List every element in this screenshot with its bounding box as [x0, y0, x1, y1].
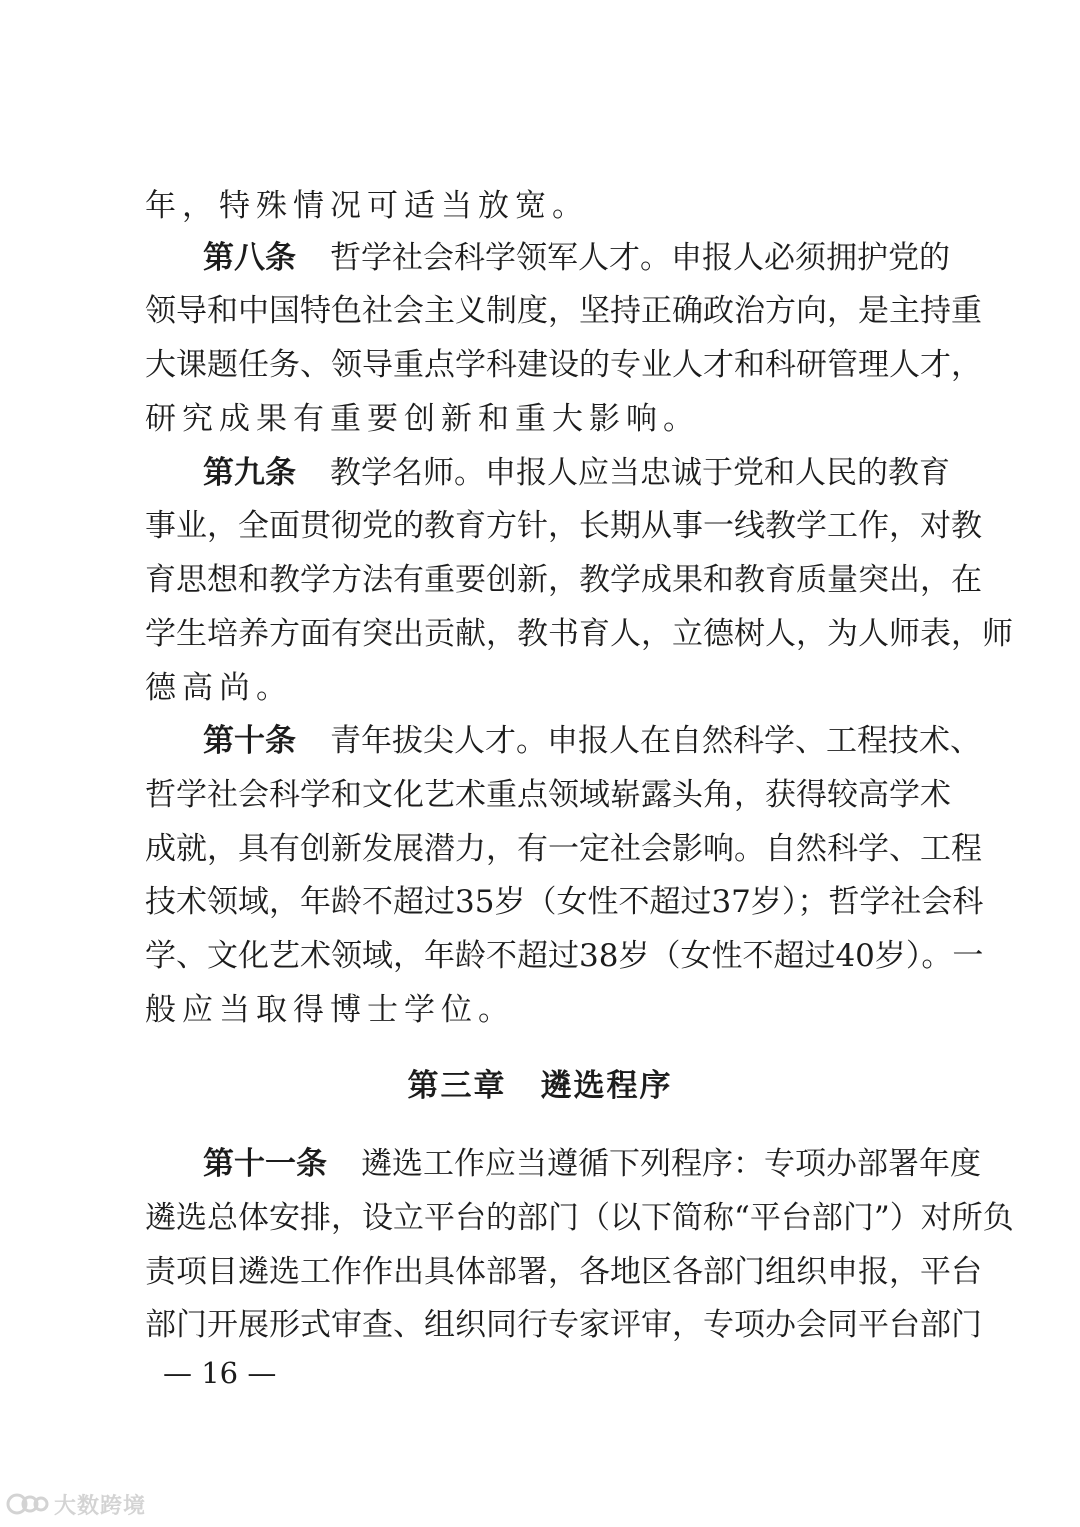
- chapter-number: 第三章: [407, 1068, 507, 1104]
- text-line: [145, 929, 984, 983]
- line-text: 成就，具有创新发展潜力，有一定社会影响。自然科学、工程: [145, 831, 982, 867]
- text-line: [145, 983, 935, 1037]
- text-line: [145, 1298, 982, 1352]
- line-text: 技术领域，年龄不超过35岁（女性不超过37岁）；哲学社会科: [145, 884, 984, 920]
- line-text: 部门开展形式审查、组织同行专家评审，专项办会同平台部门: [145, 1307, 982, 1343]
- text-line: [145, 1245, 982, 1299]
- line-text: 遴选工作应当遵循下列程序：专项办部署年度: [361, 1146, 981, 1182]
- article-11-heading-line: [203, 1137, 981, 1191]
- article-9-heading-line: [203, 446, 950, 500]
- watermark-logo-icon: [6, 1490, 50, 1518]
- text-line: [145, 768, 951, 822]
- line-text: 教学名师。申报人应当忠诚于党和人民的教育: [330, 455, 950, 491]
- article-label: 第十条: [203, 723, 296, 759]
- text-line: [145, 875, 984, 929]
- text-line: [145, 392, 935, 446]
- line-text: 哲学社会科学和文化艺术重点领域崭露头角，获得较高学术: [145, 777, 951, 813]
- article-8-heading-line: [203, 231, 950, 285]
- line-text: 德高尚。: [145, 670, 293, 706]
- article-label: 第十一条: [203, 1146, 327, 1182]
- line-text: 研究成果有重要创新和重大影响。: [145, 401, 700, 437]
- text-line: [145, 607, 1013, 661]
- text-line: [145, 661, 935, 715]
- text-line: [145, 822, 982, 876]
- text-line: [145, 338, 982, 392]
- line-text: 哲学社会科学领军人才。申报人必须拥护党的: [330, 240, 950, 276]
- page-number: — 16 —: [163, 1356, 277, 1390]
- article-10-heading-line: [203, 714, 981, 768]
- chapter-title: 遴选程序: [540, 1068, 673, 1104]
- chapter-heading: [0, 1056, 1080, 1116]
- line-text: 领导和中国特色社会主义制度，坚持正确政治方向，是主持重: [145, 293, 982, 329]
- line-text: 年，特殊情况可适当放宽。: [145, 188, 589, 224]
- article-label: 第九条: [203, 455, 296, 491]
- line-text: 责项目遴选工作作出具体部署，各地区各部门组织申报，平台: [145, 1254, 982, 1290]
- line-text: 大课题任务、领导重点学科建设的专业人才和科研管理人才，: [145, 347, 982, 383]
- text-line: [145, 179, 935, 233]
- text-line: [145, 1191, 1014, 1245]
- line-text: 遴选总体安排，设立平台的部门（以下简称“平台部门”）对所负: [145, 1200, 1014, 1236]
- line-text: 学、文化艺术领域，年龄不超过38岁（女性不超过40岁）。一: [145, 938, 984, 974]
- line-text: 青年拔尖人才。申报人在自然科学、工程技术、: [330, 723, 981, 759]
- line-text: 般应当取得博士学位。: [145, 992, 515, 1028]
- article-label: 第八条: [203, 240, 296, 276]
- watermark: [6, 1487, 146, 1521]
- text-line: [145, 284, 982, 338]
- line-text: 学生培养方面有突出贡献，教书育人，立德树人，为人师表，师: [145, 616, 1013, 652]
- text-line: [145, 553, 982, 607]
- text-line: [145, 499, 982, 553]
- watermark-text: 大数跨境: [54, 1493, 147, 1519]
- line-text: 事业，全面贯彻党的教育方针，长期从事一线教学工作，对教: [145, 508, 982, 544]
- line-text: 育思想和教学方法有重要创新，教学成果和教育质量突出，在: [145, 562, 982, 598]
